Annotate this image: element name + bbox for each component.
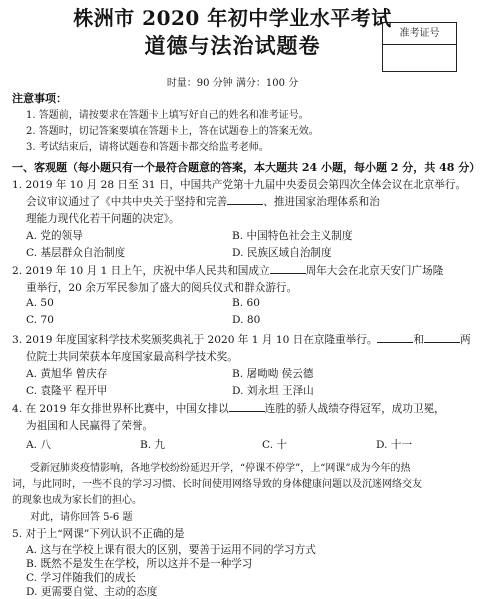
q5-option-a[interactable]: A. 这与在学校上课有很大的区别，要善于运用不同的学习方式 (26, 544, 316, 556)
notice-item: 1. 答题前，请按要求在答题卡上填写好自己的姓名和准考证号。 (26, 110, 309, 121)
passage-line: 受新冠肺炎疫情影响，各地学校纷纷延迟开学，“停课不停学”，上“网课”成为今年的热 (30, 463, 411, 474)
time-score-info: 时量：90 分钟 满分：100 分 (166, 78, 299, 89)
question-1-stem: 1. 2019 年 10 月 28 日至 31 日，中国共产党第十九届中央委员会第四次全体会议在北京举行。 (12, 179, 467, 191)
q2-option-a[interactable]: A. 50 (26, 297, 54, 309)
q3-option-d[interactable]: D. 刘永坦 王泽山 (232, 385, 314, 397)
question-text: 2. 2019 年 10 月 1 日上午，庆祝中华人民共和国成立 (12, 265, 270, 277)
answer-blank (270, 264, 306, 274)
q3-option-b[interactable]: B. 屠呦呦 侯云德 (232, 368, 314, 380)
passage-line: 的现象也成为家长们的担心。 (12, 495, 142, 506)
question-text: 会议审议通过了《中共中央关于坚持和完善 (26, 196, 228, 208)
question-text: 3. 2019 年度国家科学技术奖颁奖典礼于 2020 年 1 月 10 日在京隆重举行。 (12, 334, 378, 346)
answer-blank (227, 195, 263, 205)
q4-option-a[interactable]: A. 八 (26, 439, 51, 451)
question-text: 周年大会在北京天安门广场隆 (305, 265, 444, 277)
exam-id-label: 准考证号 (383, 23, 456, 45)
exam-id-box (382, 22, 457, 72)
q5-option-c[interactable]: C. 学习伴随我们的成长 (26, 572, 136, 584)
question-1-stem-cont (26, 194, 380, 209)
q2-option-c[interactable]: C. 70 (26, 314, 54, 326)
q3-option-a[interactable]: A. 黄旭华 曾庆存 (26, 368, 108, 380)
answer-blank (424, 333, 460, 343)
exam-title: 株洲市 2020 年初中学业水平考试 (73, 6, 392, 30)
passage-instruction: 对此，请你回答 5-6 题 (30, 512, 133, 523)
q4-option-b[interactable]: B. 九 (140, 439, 166, 451)
section-heading: 一、客观题（每小题只有一个最符合题意的答案，本大题共 24 小题，每小题 2 分，共 48 分） (12, 161, 480, 174)
notice-item: 2. 答题时，切记答案要填在答题卡上，答在试题卷上的答案无效。 (26, 126, 319, 137)
question-4-stem-cont: 为祖国和人民赢得了荣誉。 (26, 420, 154, 432)
question-text: 和 (413, 334, 425, 346)
q1-option-c[interactable]: C. 基层群众自治制度 (26, 247, 126, 259)
question-5-stem: 5. 对于上“网课”下列认识不正确的是 (12, 528, 185, 540)
passage-line: 词，与此同时，一些不良的学习习惯、长时间使用网络导致的身体健康问题以及沉迷网络交友 (12, 479, 422, 490)
notice-item: 3. 考试结束后，请将试题卷和答题卡都交给监考老师。 (26, 142, 269, 153)
q1-option-d[interactable]: D. 民族区域自治制度 (232, 247, 332, 259)
q4-option-d[interactable]: D. 十一 (376, 439, 413, 451)
question-text: 连胜的骄人战绩夺得冠军，成功卫冕， (264, 403, 445, 415)
answer-blank (229, 402, 265, 412)
question-3-stem-cont: 位院士共同荣获本年度国家最高科学技术奖。 (26, 351, 238, 363)
q5-option-b[interactable]: B. 既然不是发生在学校，所以这并不是一种学习 (26, 558, 253, 570)
question-4-stem (12, 401, 445, 416)
question-2-stem-cont: 重举行，20 余万军民参加了盛大的阅兵仪式和群众游行。 (26, 282, 298, 294)
q1-option-a[interactable]: A. 党的领导 (26, 230, 83, 242)
question-text: 4. 在 2019 年女排世界杯比赛中，中国女排以 (12, 403, 229, 415)
answer-blank (377, 333, 413, 343)
q2-option-b[interactable]: B. 60 (232, 297, 260, 309)
notice-heading: 注意事项： (12, 92, 67, 105)
q5-option-d[interactable]: D. 更需要自觉、主动的态度 (26, 586, 158, 598)
q2-option-d[interactable]: D. 80 (232, 314, 261, 326)
question-text: 、推进国家治理体系和治 (263, 196, 380, 208)
q1-option-b[interactable]: B. 中国特色社会主义制度 (232, 230, 353, 242)
question-1-stem-end: 理能力现代化若干问题的决定》。 (26, 213, 180, 225)
question-text: 两 (460, 334, 471, 346)
question-2-stem (12, 263, 443, 278)
exam-subtitle: 道德与法治试题卷 (144, 33, 321, 58)
q4-option-c[interactable]: C. 十 (262, 439, 288, 451)
q3-option-c[interactable]: C. 袁隆平 程开甲 (26, 385, 108, 397)
question-3-stem (12, 332, 471, 347)
